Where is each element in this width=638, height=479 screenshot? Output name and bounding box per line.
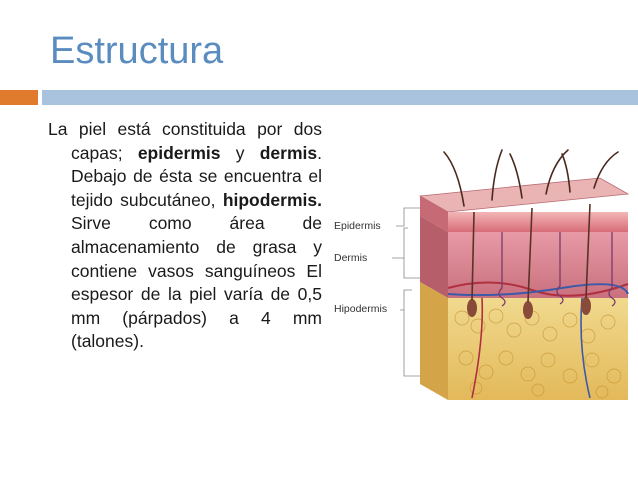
slide-title: Estructura: [50, 30, 224, 72]
skin-top-surface: [420, 178, 628, 212]
dermis-front: [448, 232, 628, 298]
body-paragraph: [48, 118, 322, 354]
term-hipodermis: hipodermis.: [222, 189, 322, 210]
skin-cross-section-svg: [332, 148, 632, 418]
text-run-3: . Debajo de ésta se encuentra el tejido subcutáneo,: [71, 142, 322, 210]
epidermis-front: [448, 212, 628, 232]
term-epidermis: epidermis: [137, 142, 221, 163]
label-leaders: [392, 208, 420, 376]
hypodermis-side: [420, 282, 448, 400]
text-run-2: y: [220, 142, 260, 163]
title-rule-orange: [0, 90, 38, 105]
text-run-1: La piel está constituida por dos capas;: [48, 119, 322, 163]
term-dermis: dermis: [259, 142, 318, 163]
label-epidermis: Epidermis: [334, 220, 381, 232]
skin-layers-illustration: [332, 148, 632, 418]
text-run-4: Sirve como área de almacenamiento de grasa y contiene vasos sanguíneos El espesor de la piel varía de 0,5 mm (párpados) a 4 mm (talones).: [71, 213, 322, 352]
label-hipodermis: Hipodermis: [334, 303, 388, 315]
label-dermis: Dermis: [334, 252, 368, 264]
title-rule-blue: [42, 90, 638, 105]
